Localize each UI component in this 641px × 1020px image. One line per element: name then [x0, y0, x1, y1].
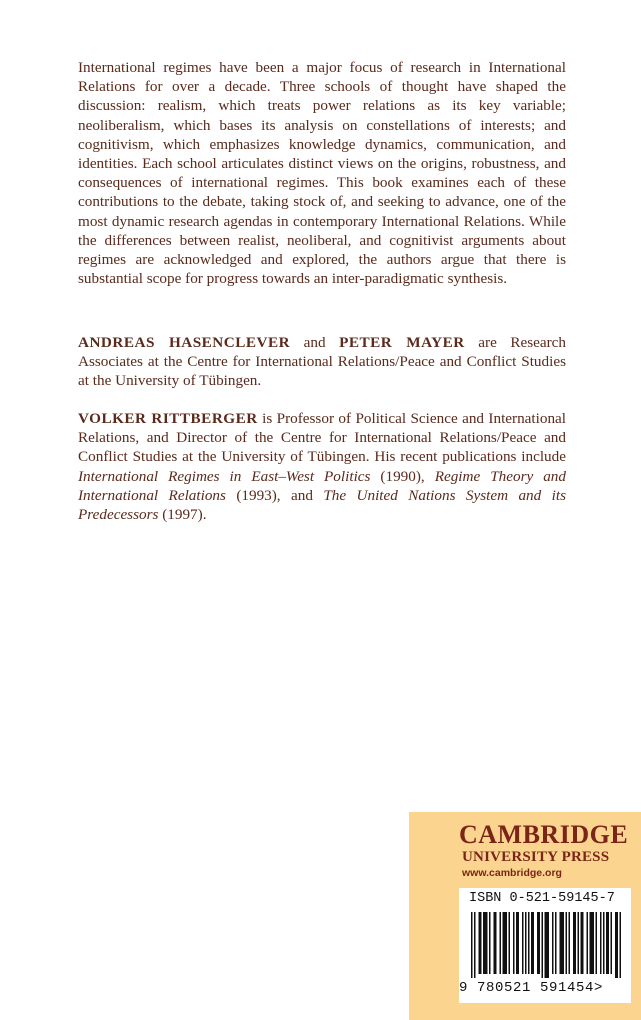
ean-number: [459, 980, 631, 996]
barcode-bar: [611, 912, 613, 974]
isbn-label: ISBN 0-521-59145-7: [469, 891, 615, 906]
bio-text: are Research Associates at the Centre for International Relations/Peace and Conflict Studies at the University of Tübingen.: [78, 334, 566, 390]
barcode-bar: [581, 912, 583, 974]
barcode-bar: [533, 912, 535, 974]
barcode-bar: [480, 912, 482, 974]
author-name-mayer: PETER MAYER: [339, 334, 465, 351]
barcode-bar: [617, 912, 619, 978]
bio-connector: and: [290, 334, 340, 351]
barcode-bar: [528, 912, 530, 974]
publisher-panel: [409, 812, 641, 1020]
barcode-bar: [582, 912, 584, 974]
barcode-bar: [578, 912, 580, 974]
barcode-icon: [471, 912, 621, 978]
barcode-bar: [545, 912, 547, 978]
ean-digits: 9 780521 591454: [459, 980, 595, 996]
barcode-bar: [587, 912, 589, 974]
barcode-bar: [560, 912, 562, 974]
barcode-bar: [600, 912, 602, 974]
barcode-bar: [513, 912, 515, 974]
author-bio-hasenclever-mayer: [78, 333, 566, 391]
barcode-bar: [555, 912, 557, 974]
barcode-bar: [575, 912, 577, 974]
barcode-bar: [566, 912, 568, 974]
barcode-bar: [608, 912, 610, 974]
barcode-bar: [591, 912, 593, 974]
barcode-bar: [593, 912, 595, 974]
barcode-bar: [495, 912, 497, 974]
ean-marker: >: [594, 980, 604, 996]
barcode-bar: [615, 912, 617, 978]
bio-text-4: (1997).: [158, 506, 207, 524]
author-name-hasenclever: ANDREAS HASENCLEVER: [78, 334, 291, 351]
bio-text-1: is Professor of Political Science and International Relations, and Director of the Centre for International Relations/Peace and Conflict Studies at the University of Tübingen. His recent publications include: [78, 410, 567, 466]
bio-text-2: (1990),: [370, 467, 435, 485]
barcode-bar: [509, 912, 511, 974]
publisher-logo-subtitle: UNIVERSITY PRESS: [462, 849, 610, 865]
author-name-rittberger: VOLKER RITTBERGER: [78, 410, 258, 427]
barcode-bar: [504, 912, 506, 974]
barcode-bar: [542, 912, 544, 978]
barcode-bar: [620, 912, 622, 978]
barcode-panel: [459, 888, 631, 1003]
barcode-bar: [590, 912, 592, 974]
barcode-bar: [522, 912, 524, 974]
book-title-2: Regime Theory and International Relations: [78, 467, 566, 504]
barcode-bar: [485, 912, 487, 974]
barcode-bar: [606, 912, 608, 974]
barcode-bar: [494, 912, 496, 974]
barcode-bar: [531, 912, 533, 974]
bio-text-3: (1993), and: [225, 486, 324, 504]
barcode-bar: [500, 912, 502, 974]
barcode-bar: [561, 912, 563, 974]
barcode-bar: [486, 912, 488, 974]
barcode-bar: [518, 912, 520, 974]
barcode-bar: [569, 912, 571, 974]
barcode-bar: [503, 912, 505, 974]
author-bio-rittberger: [78, 409, 566, 524]
back-cover-blurb: International regimes have been a major focus of research in International Relations for over a decade. Three schools of thought have shaped the discussion: realism, which treats power relations as its key variable; neoliberalism, which bases its analysis on constellations of interests; and cognitivism, which emphasizes knowledge dynamics, communication, and identities. Each school articulates distinct views on the origins, robustness, and consequences of international regimes. This book examines each of these contributions to the debate, taking stock of, and seeking to advance, one of the most dynamic research agendas in contemporary International Relations. While the differences between realist, neoliberal, and cognitivist arguments about regimes are acknowledged and explored, the authors argue that there is substantial scope for progress towards an inter-paradigmatic synthesis.: [78, 59, 566, 288]
barcode-bar: [548, 912, 550, 978]
barcode-bar: [525, 912, 527, 974]
barcode-bar: [516, 912, 518, 974]
barcode-bar: [479, 912, 481, 974]
book-title-3: The United Nations System and its Predecessors: [78, 486, 566, 524]
barcode-bar: [563, 912, 565, 974]
barcode-bar: [539, 912, 541, 974]
barcode-bar: [552, 912, 554, 974]
barcode-bar: [603, 912, 605, 974]
barcode-bar: [483, 912, 485, 974]
publisher-url: www.cambridge.org: [462, 867, 562, 879]
barcode-bar: [474, 912, 476, 978]
publisher-logo-name: CAMBRIDGE: [459, 820, 629, 849]
barcode-bar: [573, 912, 575, 974]
barcode-bar: [506, 912, 508, 974]
barcode-bar: [537, 912, 539, 974]
barcode-bar: [489, 912, 491, 974]
barcode-bar: [471, 912, 473, 978]
barcode-bar: [546, 912, 548, 978]
book-title-1: International Regimes in East–West Politics: [78, 467, 371, 485]
barcode-bar: [596, 912, 598, 974]
